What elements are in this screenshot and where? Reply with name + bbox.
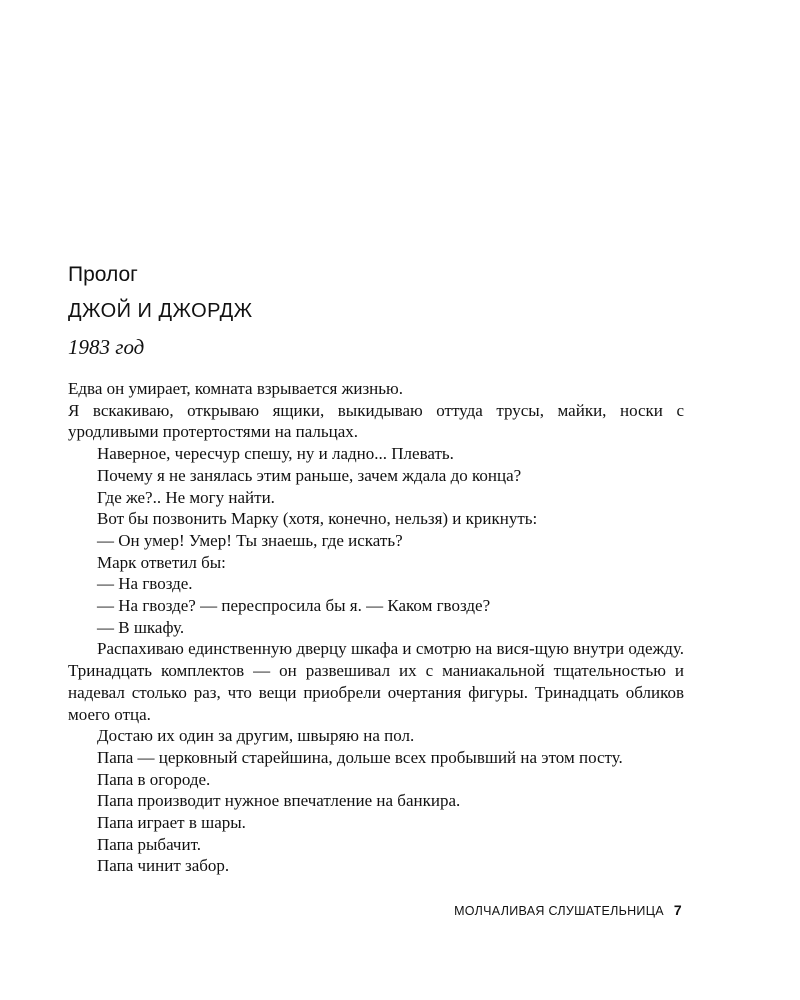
dialogue-line: — Он умер! Умер! Ты знаешь, где искать? (97, 530, 403, 550)
page-footer (454, 902, 682, 918)
paragraph: Едва он умирает, комната взрывается жизнью. (68, 379, 403, 398)
paragraph: Достаю их один за другим, швыряю на пол. (97, 726, 415, 746)
paragraph: Папа — церковный старейшина, дольше всех пробывший на этом посту. (97, 747, 623, 767)
body-text (68, 378, 684, 877)
paragraph: Папа чинит забор. (97, 856, 230, 876)
page-content (68, 262, 684, 877)
dialogue-line: — В шкафу. (97, 617, 185, 637)
paragraph: Марк ответил бы: (97, 552, 226, 572)
paragraph: Папа рыбачит. (97, 834, 201, 854)
paragraph: Вот бы позвонить Марку (хотя, конечно, нельзя) и крикнуть: (97, 509, 538, 529)
running-title: МОЛЧАЛИВАЯ СЛУШАТЕЛЬНИЦА (454, 904, 664, 918)
chapter-title: ДЖОЙ И ДЖОРДЖ (68, 300, 253, 322)
paragraph: Почему я не занялась этим раньше, зачем ждала до конца? (97, 465, 522, 485)
paragraph: Где же?.. Не могу найти. (97, 487, 275, 507)
paragraph: Я вскакиваю, открываю ящики, выкидываю оттуда трусы, майки, носки с уродливыми протертостями на пальцах. (68, 400, 684, 442)
prologue-label: Пролог (68, 263, 138, 286)
chapter-year: 1983 год (68, 335, 145, 359)
page-number: 7 (673, 902, 682, 918)
paragraph: Распахиваю единственную дверцу шкафа и смотрю на вися-щую внутри одежду. Тринадцать комплектов — он развешивал их с маниакальной тщательностью и надевал столько раз, что вещи приобрели очертания фигуры. Тринадцать обликов моего отца. (68, 639, 684, 724)
paragraph: Наверное, чересчур спешу, ну и ладно... Плевать. (97, 444, 454, 464)
paragraph: Папа в огороде. (97, 769, 211, 789)
dialogue-line: — На гвозде. (97, 574, 193, 594)
dialogue-line: — На гвозде? — переспросила бы я. — Каком гвозде? (97, 596, 491, 616)
paragraph: Папа играет в шары. (97, 813, 246, 833)
paragraph: Папа производит нужное впечатление на банкира. (97, 791, 461, 811)
